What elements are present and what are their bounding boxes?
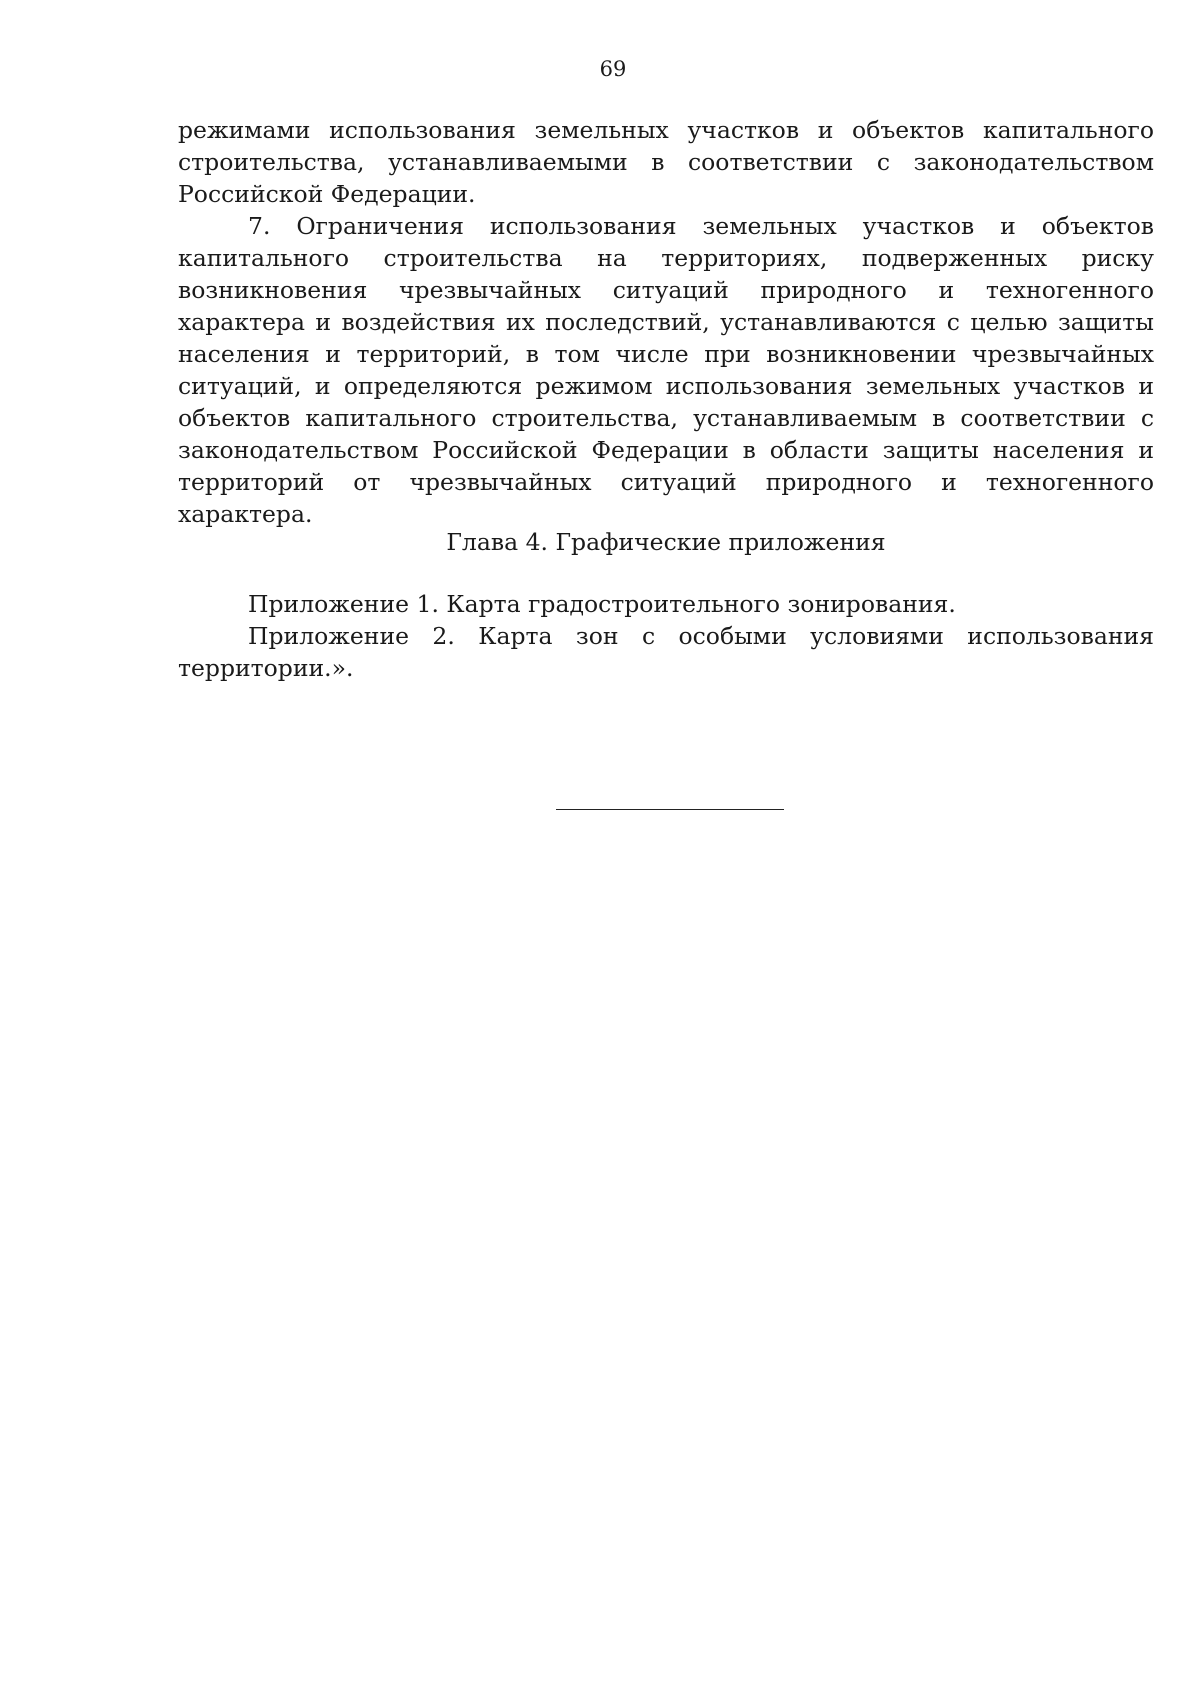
end-divider (556, 809, 784, 810)
paragraph-7: 7. Ограничения использования земельных участков и объектов капитального строительства на территориях, подверженных риску возникновения чрезвычайных ситуаций природного и техногенного характера и воздействия их последствий, устанавливаются с целью защиты населения и территорий, в том числе при возникновении чрезвычайных ситуаций, и определяются режимом использования земельных участков и объектов капитального строительства, устанавливаемым в соответствии с законодательством Российской Федерации в области защиты населения и территорий от чрезвычайных ситуаций природного и техногенного характера. (178, 212, 1154, 528)
paragraph-continuation: режимами использования земельных участков и объектов капитального строительства, устанавливаемыми в соответствии с законодательством Российской Федерации. (178, 116, 1154, 208)
appendix-item: Приложение 1. Карта градостроительного зонирования. (248, 590, 956, 618)
chapter-heading: Глава 4. Графические приложения (446, 528, 886, 556)
appendix-list (178, 588, 1154, 684)
page-number: 69 (599, 57, 627, 81)
body-text (178, 114, 1154, 530)
appendix-item: Приложение 2. Карта зон с особыми условиями использования территории.». (178, 622, 1154, 682)
